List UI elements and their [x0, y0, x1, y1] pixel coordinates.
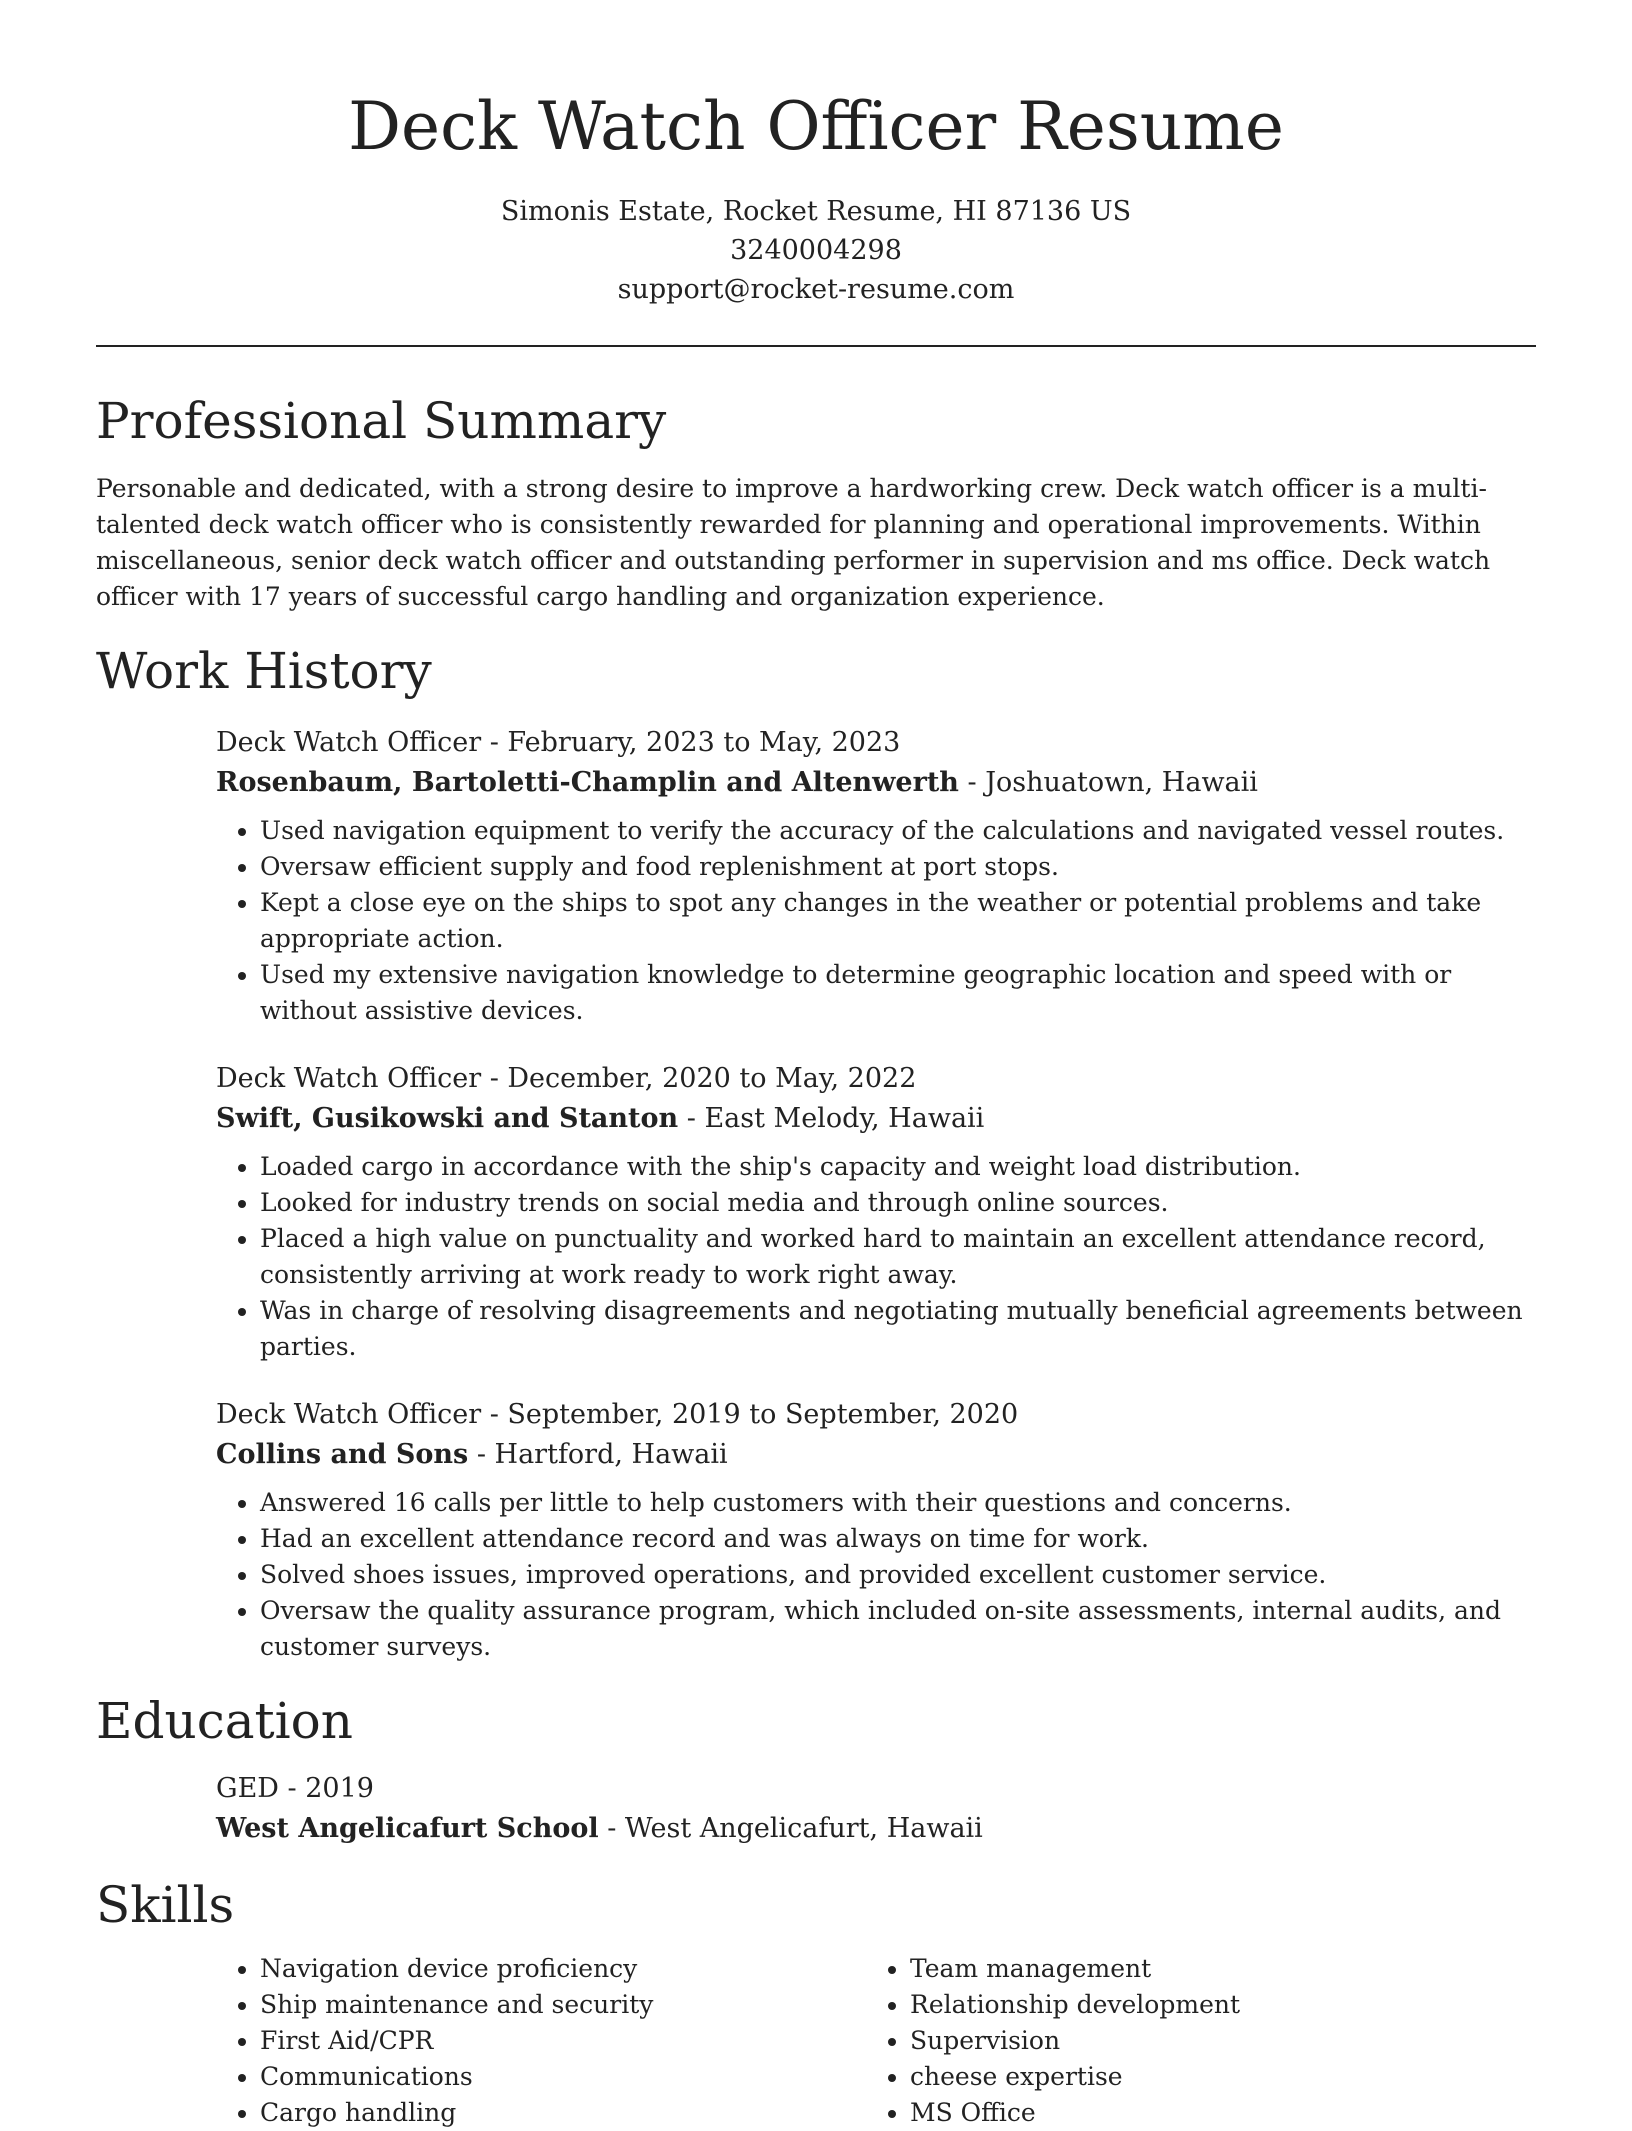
- job-company: Swift, Gusikowski and Stanton: [216, 1103, 679, 1134]
- job-dates: - February, 2023 to May, 2023: [481, 727, 901, 758]
- list-item: • Had an excellent attendance record and was always on time for work.: [260, 1521, 1536, 1557]
- list-item: • Ship maintenance and security: [260, 1987, 866, 2023]
- list-item: • cheese expertise: [910, 2059, 1516, 2095]
- summary-text: Personable and dedicated, with a strong desire to improve a hardworking crew. Deck watch officer is a multi-talented deck watch officer who is consistently rewarded for planning and operational improvements. Within miscellaneous, senior deck watch officer and outstanding performer in supervision and ms office. Deck watch officer with 17 years of successful cargo handling and organization experience.: [96, 474, 1491, 611]
- education-entry: [216, 1769, 1536, 1849]
- job-company: Rosenbaum, Bartoletti-Champlin and Altenwerth: [216, 767, 959, 798]
- list-item: • Cargo handling: [260, 2095, 866, 2131]
- job-location: - Hartford, Hawaii: [468, 1439, 728, 1470]
- job-company-line: [216, 1099, 1536, 1139]
- resume-header: [96, 0, 1536, 309]
- list-item: • Looked for industry trends on social media and through online sources.: [260, 1185, 1536, 1221]
- list-item: • Navigation device proficiency: [260, 1951, 866, 1987]
- education-location: - West Angelicafurt, Hawaii: [598, 1813, 983, 1844]
- list-item: • Used my extensive navigation knowledge to determine geographic location and speed with or without assistive devices.: [260, 957, 1536, 1029]
- job-location: - East Melody, Hawaii: [678, 1103, 985, 1134]
- job-title-line: [216, 1059, 1536, 1099]
- job-bullets: [216, 813, 1536, 1029]
- education-degree: GED: [216, 1773, 279, 1804]
- job-bullets: [216, 1485, 1536, 1665]
- skills-columns: [216, 1951, 1536, 2131]
- job-role: Deck Watch Officer: [216, 1399, 482, 1430]
- job-title-line: [216, 1395, 1536, 1435]
- resume-page: [96, 0, 1536, 2131]
- header-divider: [96, 345, 1536, 347]
- job-role: Deck Watch Officer: [216, 727, 482, 758]
- list-item: • Used navigation equipment to verify the accuracy of the calculations and navigated vessel routes.: [260, 813, 1536, 849]
- education-year: - 2019: [278, 1773, 374, 1804]
- skills-heading: Skills: [96, 1876, 235, 1934]
- job-title-line: [216, 723, 1536, 763]
- skills-section: [96, 1873, 1536, 2131]
- list-item: • Solved shoes issues, improved operations, and provided excellent customer service.: [260, 1557, 1536, 1593]
- work-section: [96, 639, 1536, 1665]
- job-company-line: [216, 1435, 1536, 1475]
- list-item: • MS Office: [910, 2095, 1516, 2131]
- job-entry: [216, 1395, 1536, 1665]
- list-item: • Kept a close eye on the ships to spot any changes in the weather or potential problems and take appropriate action.: [260, 885, 1536, 957]
- job-dates: - September, 2019 to September, 2020: [481, 1399, 1019, 1430]
- job-entry: [216, 723, 1536, 1029]
- list-item: • Oversaw efficient supply and food replenishment at port stops.: [260, 849, 1536, 885]
- job-company: Collins and Sons: [216, 1439, 469, 1470]
- work-heading: Work History: [96, 642, 432, 700]
- job-bullets: [216, 1149, 1536, 1365]
- summary-heading: Professional Summary: [96, 392, 667, 450]
- list-item: • Answered 16 calls per little to help customers with their questions and concerns.: [260, 1485, 1536, 1521]
- job-entry: [216, 1059, 1536, 1365]
- skills-list-right: [866, 1951, 1516, 2131]
- skills-list-left: [216, 1951, 866, 2131]
- resume-title: Deck Watch Officer Resume: [348, 88, 1284, 165]
- job-role: Deck Watch Officer: [216, 1063, 482, 1094]
- list-item: • Placed a high value on punctuality and worked hard to maintain an excellent attendance record, consistently arriving at work ready to work right away.: [260, 1221, 1536, 1293]
- contact-address: Simonis Estate, Rocket Resume, HI 87136 US: [500, 196, 1132, 227]
- education-degree-line: [216, 1769, 1536, 1809]
- list-item: • Communications: [260, 2059, 866, 2095]
- list-item: • Supervision: [910, 2023, 1516, 2059]
- job-dates: - December, 2020 to May, 2022: [481, 1063, 917, 1094]
- contact-email: support@rocket-resume.com: [617, 274, 1015, 305]
- list-item: • Loaded cargo in accordance with the ship's capacity and weight load distribution.: [260, 1149, 1536, 1185]
- education-section: [96, 1689, 1536, 1849]
- summary-section: [96, 389, 1536, 615]
- education-school: West Angelicafurt School: [216, 1813, 599, 1844]
- list-item: • Was in charge of resolving disagreements and negotiating mutually beneficial agreements between parties.: [260, 1293, 1536, 1365]
- education-heading: Education: [96, 1692, 353, 1750]
- contact-phone: 3240004298: [730, 235, 902, 266]
- list-item: • Oversaw the quality assurance program, which included on-site assessments, internal audits, and customer surveys.: [260, 1593, 1536, 1665]
- job-location: - Joshuatown, Hawaii: [958, 767, 1258, 798]
- list-item: • First Aid/CPR: [260, 2023, 866, 2059]
- education-school-line: [216, 1809, 1536, 1849]
- list-item: • Relationship development: [910, 1987, 1516, 2023]
- list-item: • Team management: [910, 1951, 1516, 1987]
- job-company-line: [216, 763, 1536, 803]
